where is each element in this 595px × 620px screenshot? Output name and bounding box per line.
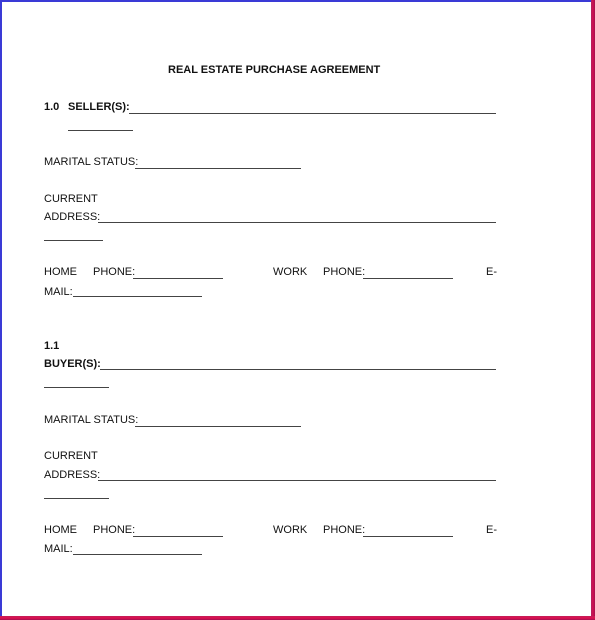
buyer-home-label: HOME (44, 524, 77, 536)
buyer-marital-status-field[interactable] (135, 426, 301, 427)
seller-home-phone-field[interactable] (133, 278, 223, 279)
document-page (2, 2, 591, 616)
buyer-email-label: MAIL: (44, 543, 73, 555)
buyer-email-field[interactable] (73, 554, 202, 555)
buyer-home-phone-field[interactable] (133, 536, 223, 537)
seller-section-number: 1.0 (44, 101, 60, 113)
buyer-work-phone-field[interactable] (363, 536, 453, 537)
buyer-work-phone-label: PHONE: (323, 524, 366, 536)
seller-name-field[interactable] (129, 113, 496, 114)
buyer-current-label: CURRENT (44, 450, 98, 462)
buyer-work-label: WORK (273, 524, 308, 536)
seller-marital-status-label: MARITAL STATUS: (44, 156, 139, 168)
seller-address-field-continued[interactable] (44, 240, 103, 241)
seller-label: SELLER(S): (68, 101, 130, 113)
buyer-address-field[interactable] (98, 480, 496, 481)
buyer-email-prefix: E- (486, 524, 497, 536)
buyer-address-field-continued[interactable] (44, 498, 109, 499)
seller-home-phone-label: PHONE: (93, 266, 136, 278)
page-title: REAL ESTATE PURCHASE AGREEMENT (168, 64, 381, 76)
seller-marital-status-field[interactable] (135, 168, 301, 169)
seller-home-label: HOME (44, 266, 77, 278)
seller-email-prefix: E- (486, 266, 497, 278)
seller-name-field-continued[interactable] (68, 130, 133, 131)
seller-email-field[interactable] (73, 296, 202, 297)
seller-work-label: WORK (273, 266, 308, 278)
buyer-label: BUYER(S): (44, 358, 101, 370)
seller-work-phone-label: PHONE: (323, 266, 366, 278)
seller-address-field[interactable] (98, 222, 496, 223)
buyer-home-phone-label: PHONE: (93, 524, 136, 536)
frame-right-border (591, 0, 595, 620)
buyer-name-field-continued[interactable] (44, 387, 109, 388)
seller-current-label: CURRENT (44, 193, 98, 205)
buyer-address-label: ADDRESS: (44, 469, 101, 481)
frame-bottom-border (0, 616, 595, 620)
buyer-marital-status-label: MARITAL STATUS: (44, 414, 139, 426)
seller-email-label: MAIL: (44, 286, 73, 298)
buyer-name-field[interactable] (100, 369, 496, 370)
seller-address-label: ADDRESS: (44, 211, 101, 223)
buyer-section-number: 1.1 (44, 340, 60, 352)
seller-work-phone-field[interactable] (363, 278, 453, 279)
